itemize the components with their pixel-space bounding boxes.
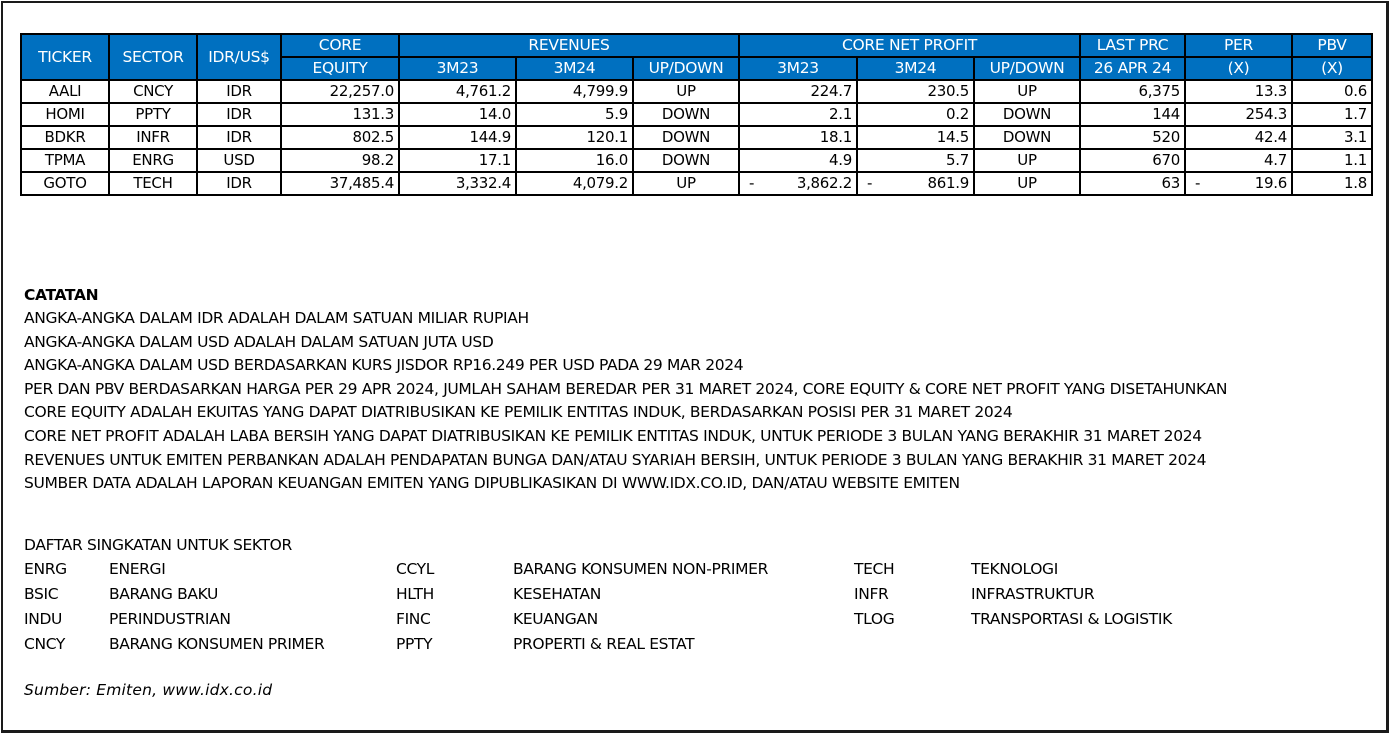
cell-core-equity: 37,485.4 xyxy=(281,172,399,195)
cell-sector: CNCY xyxy=(109,80,197,103)
cell-rev-updown: UP xyxy=(633,80,739,103)
note-line: SUMBER DATA ADALAH LAPORAN KEUANGAN EMITEN YANG DIPUBLIKASIKAN DI WWW.IDX.CO.ID, DAN/ATAU WEBSITE EMITEN xyxy=(24,474,960,493)
cell-np-3m23 xyxy=(739,126,857,149)
cell-np-3m24 xyxy=(857,126,974,149)
cell-rev-updown: DOWN xyxy=(633,103,739,126)
cell-np-updown: DOWN xyxy=(974,103,1080,126)
cell-last-prc: 520 xyxy=(1080,126,1185,149)
cell-last-prc: 6,375 xyxy=(1080,80,1185,103)
cell-rev-3m24: 16.0 xyxy=(516,149,633,172)
sector-name: TRANSPORTASI & LOGISTIK xyxy=(971,610,1172,628)
cell-per xyxy=(1185,80,1292,103)
cell-rev-3m23: 3,332.4 xyxy=(399,172,516,195)
cell-np-updown: UP xyxy=(974,80,1080,103)
cell-value: 2.1 xyxy=(829,105,852,123)
cell-core-equity: 98.2 xyxy=(281,149,399,172)
cell-currency: IDR xyxy=(197,172,281,195)
cell-np-3m24 xyxy=(857,172,974,195)
note-line: REVENUES UNTUK EMITEN PERBANKAN ADALAH PENDAPATAN BUNGA DAN/ATAU SYARIAH BERSIH, UNTUK PERIODE 3 BULAN YANG BERAKHIR 31 MARET 2024 xyxy=(24,450,1207,469)
table-row xyxy=(21,103,1372,126)
table-row xyxy=(21,80,1372,103)
header-core-equity-bottom: EQUITY xyxy=(281,57,399,80)
cell-core-equity: 22,257.0 xyxy=(281,80,399,103)
cell-per xyxy=(1185,103,1292,126)
negative-sign: - xyxy=(1195,174,1201,192)
cell-np-3m24 xyxy=(857,103,974,126)
header-np-3m24: 3M24 xyxy=(857,57,974,80)
cell-rev-3m23: 144.9 xyxy=(399,126,516,149)
sector-name: ENERGI xyxy=(109,560,166,578)
sector-name: BARANG KONSUMEN PRIMER xyxy=(109,635,325,653)
cell-np-updown: UP xyxy=(974,172,1080,195)
cell-core-equity: 131.3 xyxy=(281,103,399,126)
cell-value: 13.3 xyxy=(1254,82,1287,100)
table-header-row-1 xyxy=(21,34,1372,57)
abbreviations-grid xyxy=(24,557,1172,657)
cell-pbv: 1.7 xyxy=(1292,103,1372,126)
cell-currency: IDR xyxy=(197,103,281,126)
cell-pbv: 0.6 xyxy=(1292,80,1372,103)
cell-last-prc: 670 xyxy=(1080,149,1185,172)
cell-ticker: HOMI xyxy=(21,103,109,126)
cell-sector: TECH xyxy=(109,172,197,195)
cell-sector: PPTY xyxy=(109,103,197,126)
header-per-unit: (X) xyxy=(1185,57,1292,80)
cell-ticker: GOTO xyxy=(21,172,109,195)
cell-rev-3m23: 14.0 xyxy=(399,103,516,126)
cell-value: 254.3 xyxy=(1245,105,1287,123)
cell-rev-3m23: 4,761.2 xyxy=(399,80,516,103)
cell-ticker: TPMA xyxy=(21,149,109,172)
negative-sign: - xyxy=(867,174,873,192)
cell-ticker: AALI xyxy=(21,80,109,103)
cell-value: 14.5 xyxy=(936,128,969,146)
note-line: ANGKA-ANGKA DALAM USD BERDASARKAN KURS JISDOR RP16.249 PER USD PADA 29 MAR 2024 xyxy=(24,356,744,375)
sector-code: PPTY xyxy=(396,635,433,653)
cell-per xyxy=(1185,126,1292,149)
source-citation: Sumber: Emiten, www.idx.co.id xyxy=(24,681,273,699)
header-ticker: TICKER xyxy=(21,34,109,80)
sector-name: TEKNOLOGI xyxy=(971,560,1058,578)
table-row xyxy=(21,172,1372,195)
cell-sector: ENRG xyxy=(109,149,197,172)
sector-code: HLTH xyxy=(396,585,434,603)
header-pbv-unit: (X) xyxy=(1292,57,1372,80)
sector-name: PROPERTI & REAL ESTAT xyxy=(513,635,695,653)
sector-code: ENRG xyxy=(24,560,67,578)
cell-sector: INFR xyxy=(109,126,197,149)
header-last-prc-date: 26 APR 24 xyxy=(1080,57,1185,80)
cell-rev-3m23: 17.1 xyxy=(399,149,516,172)
header-pbv: PBV xyxy=(1292,34,1372,57)
header-core-net-profit: CORE NET PROFIT xyxy=(739,34,1080,57)
sector-name: KESEHATAN xyxy=(513,585,601,603)
cell-rev-3m24: 4,799.9 xyxy=(516,80,633,103)
header-sector: SECTOR xyxy=(109,34,197,80)
sector-name: BARANG BAKU xyxy=(109,585,218,603)
cell-np-3m23 xyxy=(739,103,857,126)
sector-code: CCYL xyxy=(396,560,435,578)
cell-currency: USD xyxy=(197,149,281,172)
header-core-equity-top: CORE xyxy=(281,34,399,57)
cell-pbv: 1.8 xyxy=(1292,172,1372,195)
sector-code: TECH xyxy=(854,560,895,578)
cell-rev-3m24: 120.1 xyxy=(516,126,633,149)
cell-value: 4.7 xyxy=(1264,151,1287,169)
sector-code: TLOG xyxy=(854,610,895,628)
cell-value: 42.4 xyxy=(1254,128,1287,146)
sector-code: INDU xyxy=(24,610,63,628)
note-line: CORE EQUITY ADALAH EKUITAS YANG DAPAT DIATRIBUSIKAN KE PEMILIK ENTITAS INDUK, BERDASARKAN POSISI PER 31 MARET 2024 xyxy=(24,403,1013,422)
notes-title: CATATAN xyxy=(24,286,99,304)
cell-per xyxy=(1185,149,1292,172)
negative-sign: - xyxy=(749,174,755,192)
header-rev-updown: UP/DOWN xyxy=(633,57,739,80)
cell-currency: IDR xyxy=(197,126,281,149)
cell-rev-updown: UP xyxy=(633,172,739,195)
sector-code: CNCY xyxy=(24,635,66,653)
cell-last-prc: 63 xyxy=(1080,172,1185,195)
table-row xyxy=(21,126,1372,149)
cell-core-equity: 802.5 xyxy=(281,126,399,149)
cell-np-3m24 xyxy=(857,149,974,172)
cell-value: 18.1 xyxy=(819,128,852,146)
table-row xyxy=(21,149,1372,172)
cell-value: 861.9 xyxy=(927,174,969,192)
header-per: PER xyxy=(1185,34,1292,57)
cell-ticker: BDKR xyxy=(21,126,109,149)
sector-code: BSIC xyxy=(24,585,59,603)
cell-value: 0.2 xyxy=(946,105,969,123)
sector-name: PERINDUSTRIAN xyxy=(109,610,231,628)
header-rev-3m24: 3M24 xyxy=(516,57,633,80)
cell-last-prc: 144 xyxy=(1080,103,1185,126)
note-line: PER DAN PBV BERDASARKAN HARGA PER 29 APR 2024, JUMLAH SAHAM BEREDAR PER 31 MARET 2024, CORE EQUITY & CORE NET PROFIT YANG DISETAHUNKAN xyxy=(24,379,1228,398)
cell-rev-updown: DOWN xyxy=(633,149,739,172)
header-rev-3m23: 3M23 xyxy=(399,57,516,80)
header-np-3m23: 3M23 xyxy=(739,57,857,80)
cell-np-3m23 xyxy=(739,149,857,172)
cell-rev-3m24: 5.9 xyxy=(516,103,633,126)
note-line: ANGKA-ANGKA DALAM USD ADALAH DALAM SATUAN JUTA USD xyxy=(24,332,494,351)
cell-value: 230.5 xyxy=(927,82,969,100)
cell-np-3m24 xyxy=(857,80,974,103)
cell-value: 5.7 xyxy=(946,151,969,169)
sector-name: KEUANGAN xyxy=(513,610,598,628)
cell-rev-3m24: 4,079.2 xyxy=(516,172,633,195)
sector-code: INFR xyxy=(854,585,889,603)
abbreviations-title: DAFTAR SINGKATAN UNTUK SEKTOR xyxy=(24,536,292,554)
sector-code: FINC xyxy=(396,610,431,628)
cell-value: 224.7 xyxy=(810,82,852,100)
header-revenues: REVENUES xyxy=(399,34,739,57)
cell-np-updown: UP xyxy=(974,149,1080,172)
cell-pbv: 3.1 xyxy=(1292,126,1372,149)
cell-np-3m23 xyxy=(739,80,857,103)
financial-table xyxy=(20,33,1373,196)
cell-rev-updown: DOWN xyxy=(633,126,739,149)
cell-value: 3,862.2 xyxy=(796,174,852,192)
header-np-updown: UP/DOWN xyxy=(974,57,1080,80)
header-currency: IDR/US$ xyxy=(197,34,281,80)
cell-value: 4.9 xyxy=(829,151,852,169)
cell-np-3m23 xyxy=(739,172,857,195)
sector-name: BARANG KONSUMEN NON-PRIMER xyxy=(513,560,769,578)
cell-np-updown: DOWN xyxy=(974,126,1080,149)
sector-abbreviations xyxy=(24,533,1172,657)
header-last-prc: LAST PRC xyxy=(1080,34,1185,57)
cell-currency: IDR xyxy=(197,80,281,103)
note-line: ANGKA-ANGKA DALAM IDR ADALAH DALAM SATUAN MILIAR RUPIAH xyxy=(24,309,529,327)
cell-pbv: 1.1 xyxy=(1292,149,1372,172)
notes-section xyxy=(24,284,1227,496)
cell-value: 19.6 xyxy=(1254,174,1287,192)
cell-per xyxy=(1185,172,1292,195)
sector-name: INFRASTRUKTUR xyxy=(971,585,1095,603)
note-line: CORE NET PROFIT ADALAH LABA BERSIH YANG DAPAT DIATRIBUSIKAN KE PEMILIK ENTITAS INDUK, UNTUK PERIODE 3 BULAN YANG BERAKHIR 31 MARET 2024 xyxy=(24,426,1202,445)
